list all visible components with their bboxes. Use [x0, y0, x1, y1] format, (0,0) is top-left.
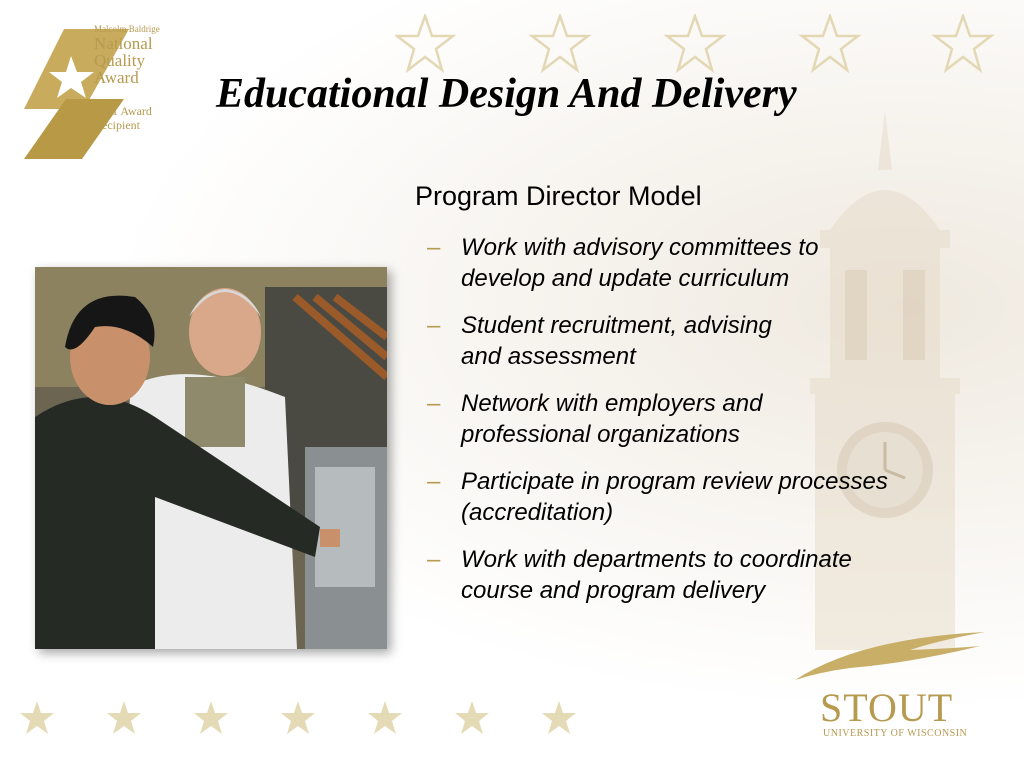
lab-photo: [35, 267, 387, 649]
bullet-marker: –: [427, 468, 441, 495]
stars-top-row: [395, 14, 1005, 74]
star-filled-icon: [281, 701, 315, 734]
slide-title: Educational Design And Delivery: [216, 71, 797, 117]
bullet-text-line-2: course and program delivery: [461, 577, 766, 604]
university-logo-subtitle: UNIVERSITY OF WISCONSIN: [823, 728, 968, 739]
star-filled-icon: [368, 701, 402, 734]
bullet-item: [427, 232, 1017, 294]
award-line-6: Recipient: [94, 118, 140, 132]
star-filled-icon: [20, 701, 54, 734]
bullet-text-line-1: Student recruitment, advising: [461, 312, 772, 339]
bullet-text-line-2: professional organizations: [461, 421, 740, 448]
bullet-text-line-2: (accreditation): [461, 499, 614, 526]
section-heading: Program Director Model: [415, 181, 702, 211]
star-outline-icon: [532, 16, 588, 70]
award-badge-text: [94, 24, 160, 132]
star-filled-icon: [107, 701, 141, 734]
star-outline-icon: [802, 16, 858, 70]
award-line-5: 2001 Award: [94, 104, 152, 118]
bullet-marker: –: [427, 312, 441, 339]
bullet-item: [427, 388, 1017, 450]
bullet-item: [427, 310, 1017, 372]
bullet-list: [427, 232, 1017, 622]
bullet-text-line-1: Participate in program review processes: [461, 468, 888, 495]
award-line-4: Award: [94, 68, 139, 87]
bullet-text-line-1: Network with employers and: [461, 390, 763, 417]
star-outline-icon: [397, 16, 453, 70]
star-filled-icon: [194, 701, 228, 734]
bullet-text-line-2: and assessment: [461, 343, 636, 370]
bullet-item: [427, 466, 1017, 528]
star-filled-icon: [455, 701, 489, 734]
bullet-marker: –: [427, 234, 441, 261]
award-line-1: Malcolm Baldrige: [94, 24, 160, 34]
star-filled-icon: [542, 701, 576, 734]
award-line-2: National: [94, 34, 153, 53]
bullet-marker: –: [427, 390, 441, 417]
bullet-item: [427, 544, 1017, 606]
award-line-3: Quality: [94, 51, 145, 70]
bullet-text-line-1: Work with departments to coordinate: [461, 546, 852, 573]
bullet-text-line-2: develop and update curriculum: [461, 265, 790, 292]
university-logo-wordmark: STOUT: [820, 685, 954, 730]
bullet-marker: –: [427, 546, 441, 573]
star-outline-icon: [935, 16, 991, 70]
star-outline-icon: [667, 16, 723, 70]
stars-bottom-row: [20, 700, 590, 738]
bullet-text-line-1: Work with advisory committees to: [461, 234, 819, 261]
